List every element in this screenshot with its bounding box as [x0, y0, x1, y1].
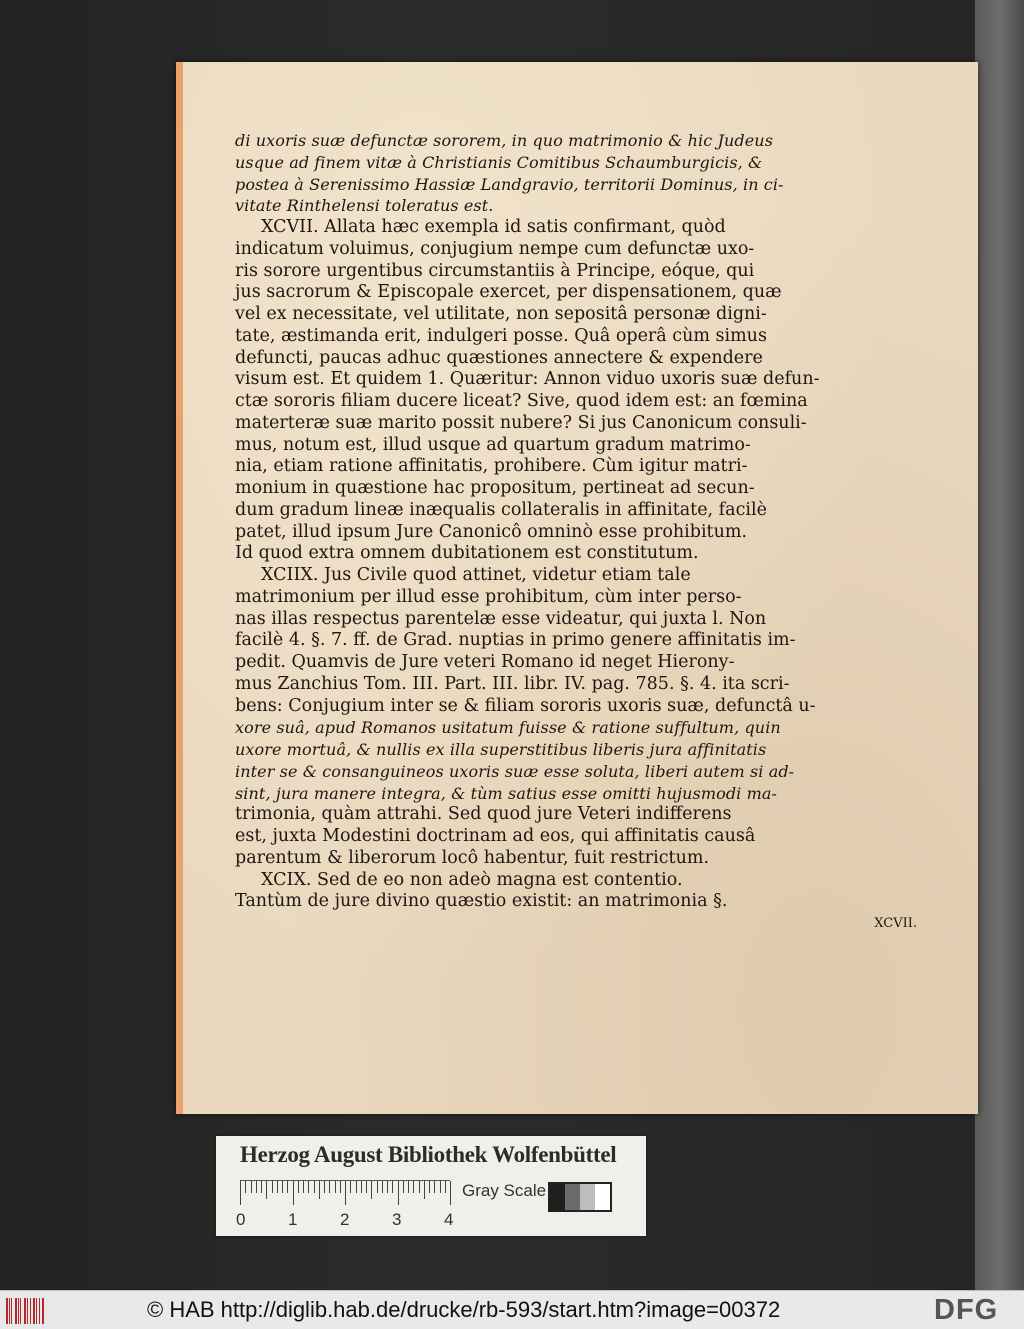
ruler-tick: [277, 1181, 278, 1193]
barcode-bar: [24, 1298, 26, 1324]
ruler-number: 1: [288, 1210, 298, 1229]
text-line: matrimonium per illud esse prohibitum, cùm inter perso-: [235, 586, 742, 607]
ruler-tick: [398, 1181, 399, 1205]
text-line: bens: Conjugium inter se & filiam sororis uxoris suæ, defunctâ u-: [235, 695, 816, 716]
text-line: Id quod extra omnem dubitationem est constitutum.: [235, 543, 699, 564]
ruler-tick: [293, 1181, 294, 1205]
ruler-tick: [413, 1181, 414, 1193]
ruler-tick: [329, 1181, 330, 1193]
text-line: Tantùm de jure divino quæstio existit: an matrimonia §.: [235, 891, 728, 912]
ruler-tick: [350, 1181, 351, 1193]
text-line: mus Zanchius Tom. III. Part. III. libr. IV. pag. 785. §. 4. ita scri-: [235, 673, 790, 694]
text-line: vitate Rinthelensi toleratus est.: [235, 196, 494, 216]
barcode-bar: [30, 1298, 31, 1324]
barcode-bar: [6, 1298, 8, 1324]
ruler-tick: [403, 1181, 404, 1193]
ruler-tick: [419, 1181, 420, 1193]
grayscale-label: Gray Scale: [462, 1181, 547, 1200]
text-line: pedit. Quamvis de Jure veteri Romano id neget Hierony-: [235, 652, 735, 672]
ruler-tick: [261, 1181, 262, 1193]
barcode-bar: [42, 1298, 44, 1324]
ruler-tick: [440, 1181, 441, 1193]
text-line: uxore mortuâ, & nullis ex illa superstitibus liberis jura affinitatis: [235, 740, 767, 759]
footer-bar: [0, 1290, 1024, 1329]
text-line: XCIX. Sed de eo non adeò magna est contentio.: [261, 869, 683, 890]
ruler-tick: [445, 1181, 446, 1193]
footer-credit-link[interactable]: © HAB http://diglib.hab.de/drucke/rb-593/start.htm?image=00372: [147, 1297, 781, 1322]
text-line: nas illas respectus parentelæ esse videatur, qui juxta l. Non: [235, 608, 767, 629]
text-line: materteræ suæ marito possit nubere? Si jus Canonicum consuli-: [235, 412, 807, 433]
barcode-bar: [20, 1298, 21, 1324]
text-line: nia, etiam ratione affinitatis, prohibere. Cùm igitur matri-: [235, 456, 748, 477]
ruler-tick: [356, 1181, 357, 1193]
barcode-bar: [33, 1298, 35, 1324]
ruler-tick: [251, 1181, 252, 1193]
ruler-tick: [340, 1181, 341, 1193]
text-line: trimonia, quàm attrahi. Sed quod jure Veteri indifferens: [235, 804, 732, 825]
text-line: di uxoris suæ defunctæ sororem, in quo matrimonio & hic Judeus: [235, 131, 774, 150]
ruler-tick: [240, 1181, 241, 1205]
text-line: parentum & liberorum locô habentur, fuit restrictum.: [235, 847, 710, 868]
ruler-number: 4: [444, 1210, 454, 1229]
ruler-tick: [324, 1181, 325, 1193]
ruler-tick: [335, 1181, 336, 1193]
ruler-tick: [319, 1181, 320, 1199]
text-line: defuncti, paucas adhuc quæstiones annectere & expendere: [235, 347, 763, 368]
barcode-bar: [9, 1298, 10, 1324]
ruler-tick: [371, 1181, 372, 1199]
text-line: tate, æstimanda erit, indulgeri posse. Quâ operâ cùm simus: [235, 325, 767, 346]
text-line: ris sorore urgentibus circumstantiis à Principe, eóque, qui: [235, 260, 755, 281]
ruler-tick: [345, 1181, 346, 1205]
text-line: monium in quæstione hac propositum, pertineat ad secun-: [235, 478, 755, 498]
ruler-tick: [434, 1181, 435, 1193]
text-line: ctæ sororis filiam ducere liceat? Sive, quod idem est: an fœmina: [235, 391, 808, 411]
library-label: [216, 1136, 646, 1236]
page-text: [235, 130, 925, 935]
binding-board: [975, 0, 1024, 1290]
ruler-tick: [287, 1181, 288, 1193]
text-line: usque ad finem vitæ à Christianis Comitibus Schaumburgicis, &: [235, 152, 763, 172]
gray-swatch: [565, 1184, 580, 1210]
gray-swatch: [580, 1184, 595, 1210]
ruler-tick: [282, 1181, 283, 1193]
gray-swatch: [550, 1184, 565, 1210]
ruler-tick: [392, 1181, 393, 1193]
ruler-tick: [382, 1181, 383, 1193]
text-line: facilè 4. §. 7. ff. de Grad. nuptias in primo genere affinitatis im-: [235, 630, 796, 651]
scale-ruler: [240, 1180, 450, 1205]
text-line: postea à Serenissimo Hassiæ Landgravio, territorii Dominus, in ci-: [235, 174, 784, 194]
ruler-tick: [408, 1181, 409, 1193]
ruler-tick: [303, 1181, 304, 1193]
text-line: XCVII.: [874, 916, 917, 931]
ruler-number: 3: [392, 1210, 402, 1229]
ruler-tick: [245, 1181, 246, 1193]
barcode-bar: [18, 1298, 19, 1324]
ruler-tick: [377, 1181, 378, 1193]
ruler-number: 2: [340, 1210, 350, 1229]
ruler-tick: [298, 1181, 299, 1193]
ruler-tick: [256, 1181, 257, 1193]
text-line: indicatum voluimus, conjugium nempe cum defunctæ uxo-: [235, 238, 755, 259]
text-line: inter se & consanguineos uxoris suæ esse soluta, liberi autem si ad-: [235, 761, 795, 781]
barcode-bar: [36, 1298, 37, 1324]
grayscale-swatch: [548, 1182, 612, 1212]
barcode-bar: [11, 1298, 12, 1324]
ruler-tick: [387, 1181, 388, 1193]
text-line: sint, jura manere integra, & tùm satius esse omitti hujusmodi ma-: [235, 783, 777, 803]
ruler-tick: [314, 1181, 315, 1193]
text-line: XCVII. Allata hæc exempla id satis confirmant, quòd: [261, 217, 726, 237]
barcode-bar: [15, 1298, 17, 1324]
text-line: mus, notum est, illud usque ad quartum gradum matrimo-: [235, 434, 751, 455]
ruler-tick: [450, 1181, 451, 1205]
text-line: est, juxta Modestini doctrinam ad eos, qui affinitatis causâ: [235, 826, 756, 846]
text-line: xore suâ, apud Romanos usitatum fuisse & ratione suffultum, quin: [235, 718, 781, 738]
ruler-numbers: [236, 1210, 466, 1230]
barcode-bar: [39, 1298, 40, 1324]
library-title: Herzog August Bibliothek Wolfenbüttel: [240, 1142, 617, 1167]
text-line: vel ex necessitate, vel utilitate, non sepositâ personæ digni-: [235, 304, 767, 324]
hab-barcode-icon: [6, 1298, 46, 1324]
ruler-number: 0: [236, 1210, 246, 1229]
ruler-tick: [266, 1181, 267, 1199]
gray-swatch: [595, 1184, 610, 1210]
ruler-tick: [366, 1181, 367, 1193]
text-line: jus sacrorum & Episcopale exercet, per dispensationem, quæ: [235, 282, 782, 303]
dfg-logo: DFG: [934, 1294, 999, 1326]
text-line: patet, illud ipsum Jure Canonicô omninò esse prohibitum.: [235, 521, 748, 542]
text-line: XCIIX. Jus Civile quod attinet, videtur etiam tale: [261, 565, 691, 585]
ruler-tick: [361, 1181, 362, 1193]
ruler-tick: [308, 1181, 309, 1193]
ruler-tick: [272, 1181, 273, 1193]
text-line: dum gradum lineæ inæqualis collateralis in affinitate, facilè: [235, 499, 767, 520]
text-line: visum est. Et quidem 1. Quæritur: Annon viduo uxoris suæ defun-: [235, 369, 820, 390]
ruler-tick: [429, 1181, 430, 1193]
ruler-tick: [424, 1181, 425, 1199]
barcode-bar: [27, 1298, 28, 1324]
